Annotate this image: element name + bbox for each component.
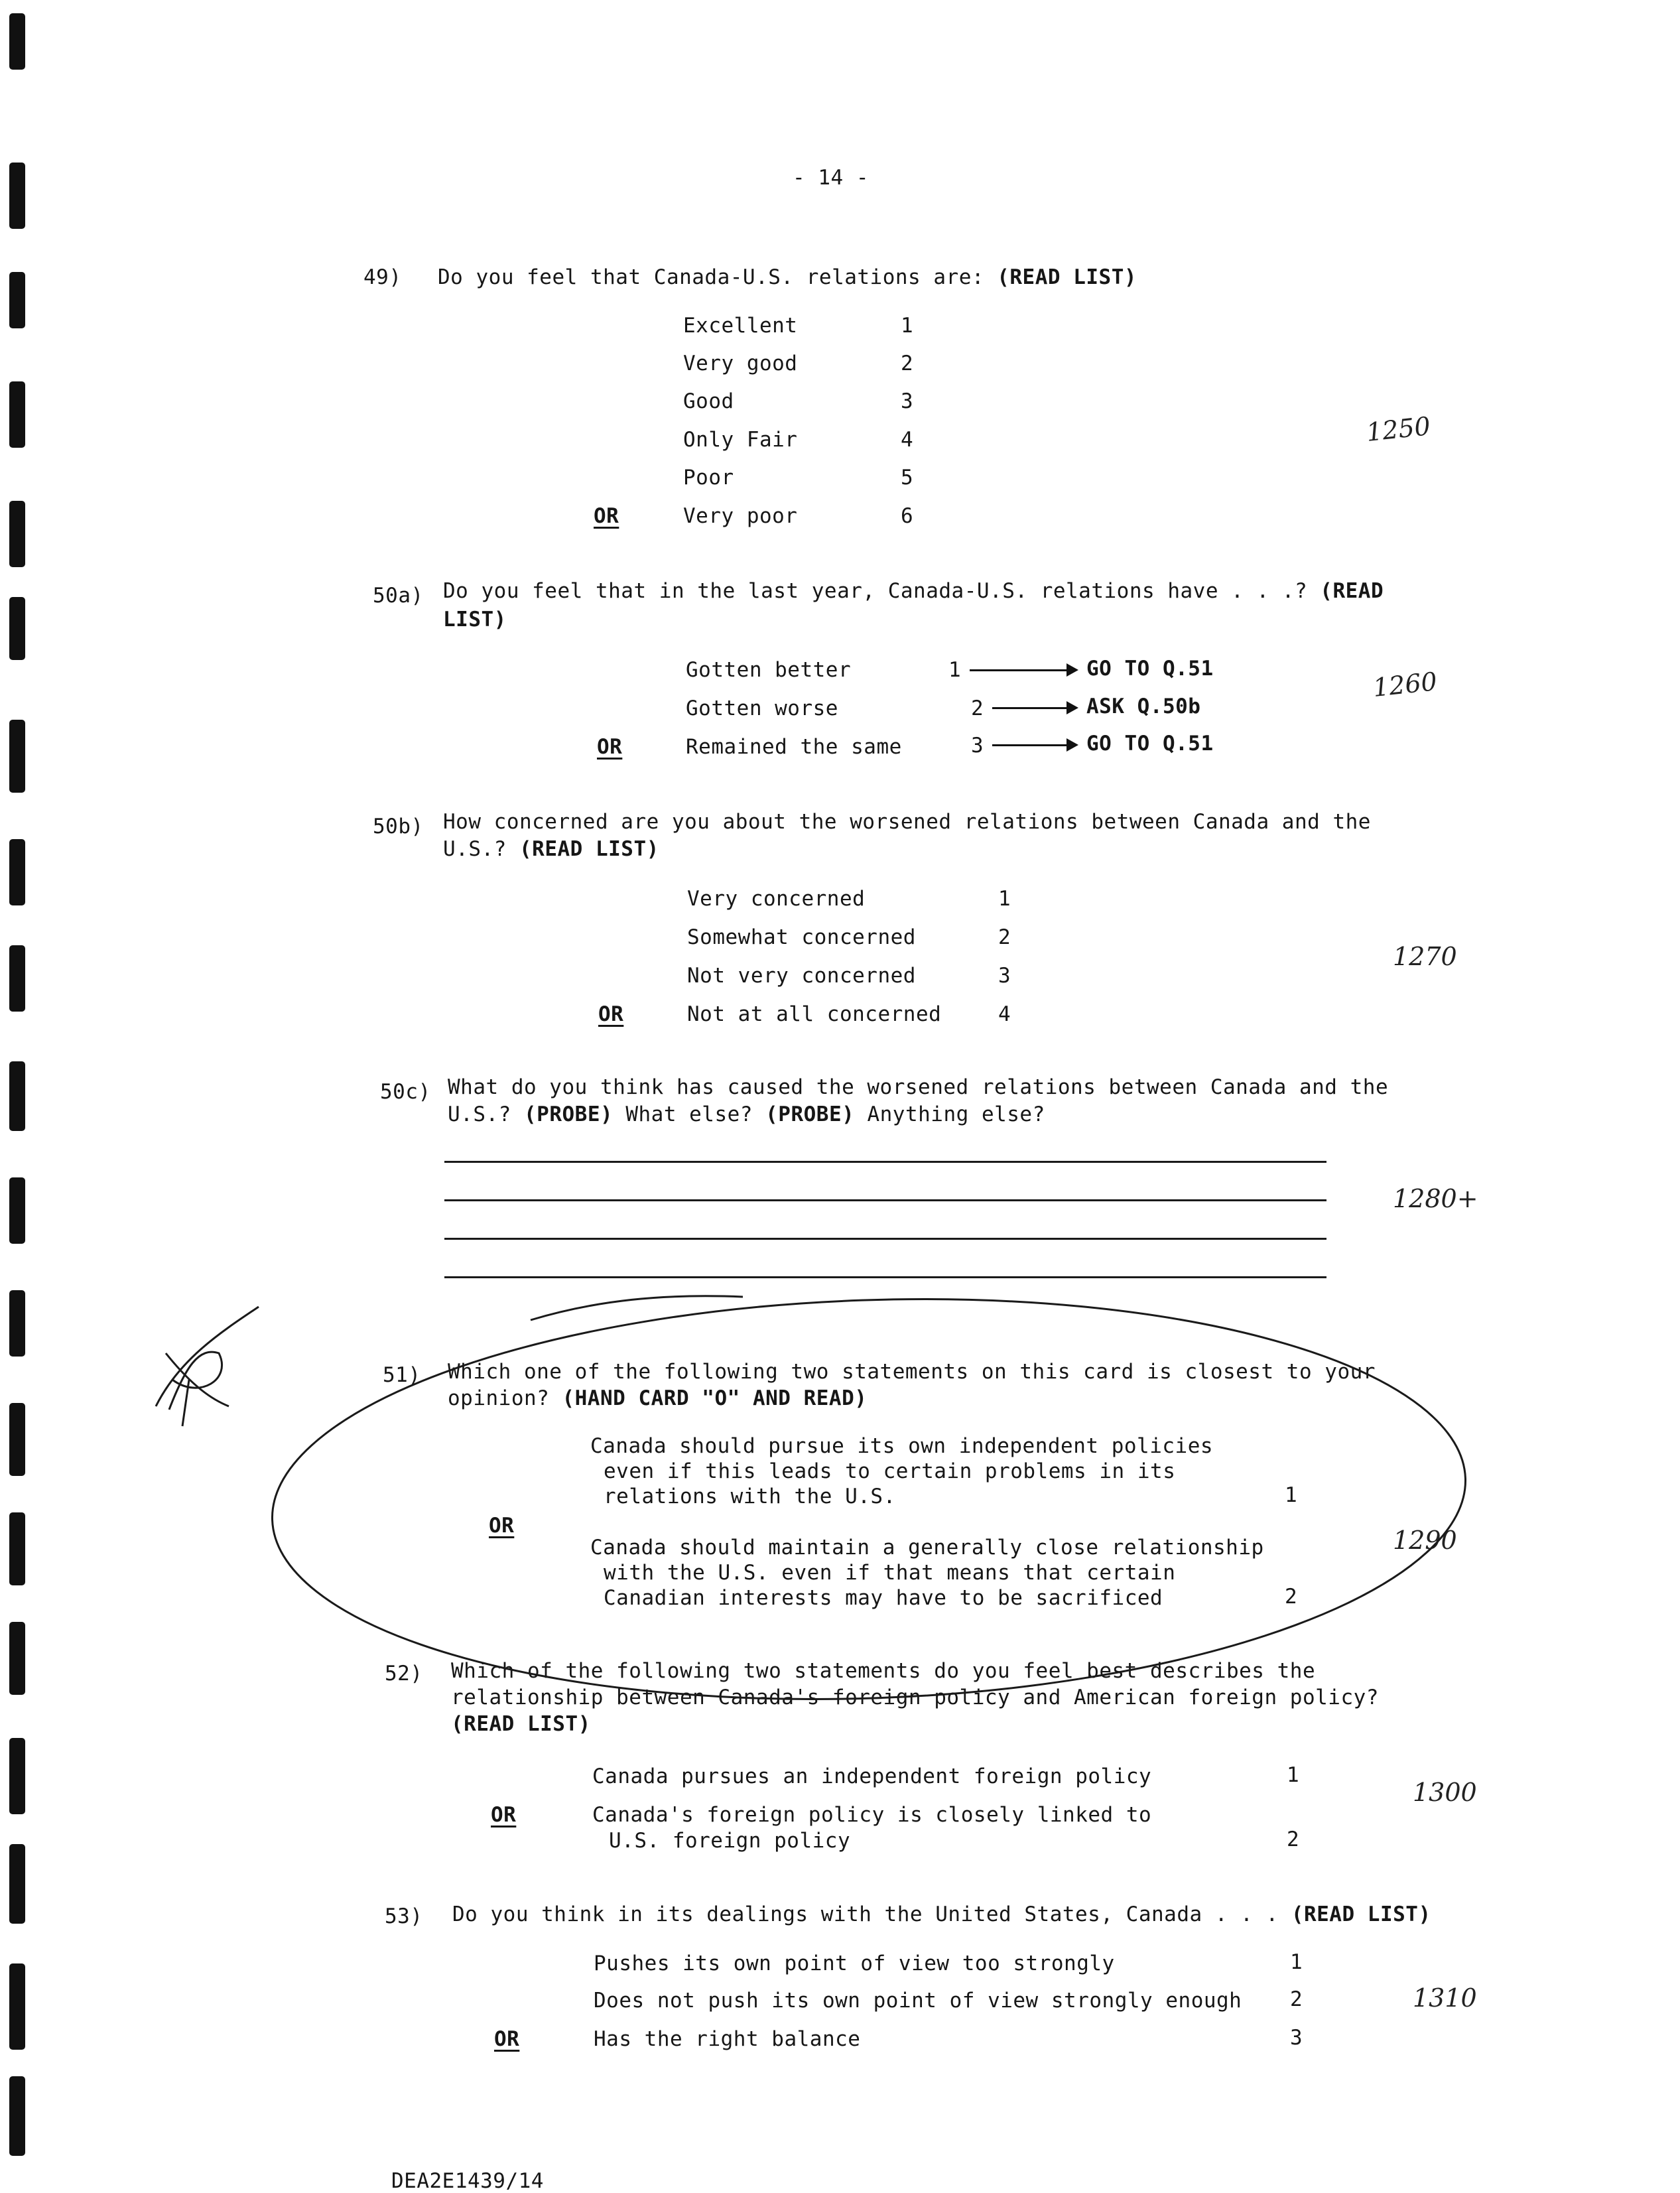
option-code: 1 <box>1285 1483 1298 1507</box>
option-code: 3 <box>901 389 914 413</box>
interviewer-instruction: (READ LIST) <box>519 837 659 861</box>
option-label: Pushes its own point of view too strongly <box>594 1952 1115 1975</box>
option-code: 1 <box>901 314 914 338</box>
option-label: Very poor <box>683 504 798 528</box>
skip-instruction: GO TO Q.51 <box>1086 732 1214 756</box>
option-code: 2 <box>1290 1987 1303 2011</box>
option-label: Only Fair <box>683 428 798 452</box>
statement-text: Canada should maintain a generally close relationship <box>590 1536 1264 1560</box>
option-code: 6 <box>901 504 914 528</box>
interviewer-instruction: LIST) <box>443 608 507 631</box>
or-label: OR <box>598 1002 624 1026</box>
skip-instruction: ASK Q.50b <box>1086 695 1201 718</box>
option-label: Very concerned <box>687 887 866 911</box>
option-code: 4 <box>901 428 914 452</box>
statement-text: Canada should pursue its own independent policies <box>590 1434 1214 1458</box>
handwritten-column-code: 1260 <box>1371 667 1439 702</box>
statement-text: even if this leads to certain problems in its <box>604 1459 1176 1483</box>
document-reference: DEA2E1439/14 <box>391 2169 544 2193</box>
option-label: Somewhat concerned <box>687 925 916 949</box>
option-code: 2 <box>1285 1585 1298 1609</box>
question-number: 52) <box>385 1662 423 1686</box>
or-label: OR <box>489 1514 515 1538</box>
question-number: 53) <box>385 1904 423 1928</box>
option-code: 2 <box>901 352 914 375</box>
interviewer-instruction: (READ LIST) <box>1291 1902 1431 1926</box>
option-code: 2 <box>971 697 984 720</box>
interviewer-instruction: (HAND CARD "O" AND READ) <box>562 1386 868 1410</box>
option-label: Gotten better <box>686 658 852 682</box>
question-text-body: relationship between Canada's foreign policy and American foreign policy? <box>451 1686 1379 1709</box>
option-label: Has the right balance <box>594 2027 861 2051</box>
option-code: 4 <box>998 1002 1011 1026</box>
interviewer-instruction: (READ <box>1320 579 1384 603</box>
probe-question: Anything else? <box>867 1102 1045 1126</box>
option-label: Poor <box>683 466 734 490</box>
question-number: 51) <box>383 1363 421 1387</box>
option-code: 2 <box>998 925 1011 949</box>
option-label: Excellent <box>683 314 798 338</box>
interviewer-instruction: (READ LIST) <box>997 265 1137 289</box>
question-text-body: Which one of the following two statements on this card is closest to your <box>448 1360 1376 1384</box>
option-code: 1 <box>1287 1763 1300 1787</box>
or-label: OR <box>594 504 619 528</box>
question-text-body: U.S.? <box>448 1102 511 1126</box>
option-label: Not very concerned <box>687 964 916 988</box>
option-label: Remained the same <box>686 735 902 759</box>
option-label: Gotten worse <box>686 697 838 720</box>
question-text-body: Do you feel that in the last year, Canada-U.S. relations have . . .? <box>443 579 1308 603</box>
option-code: 3 <box>971 734 984 758</box>
or-label: OR <box>494 2027 520 2051</box>
handwritten-column-code: 1290 <box>1393 1526 1457 1555</box>
or-label: OR <box>491 1803 517 1827</box>
question-number: 49) <box>363 265 402 289</box>
option-label: Does not push its own point of view strongly enough <box>594 1989 1242 2013</box>
option-code: 3 <box>1290 2026 1303 2050</box>
statement-text: U.S. foreign policy <box>609 1829 851 1853</box>
page-number: - 14 - <box>793 166 869 190</box>
or-label: OR <box>597 735 623 759</box>
interviewer-instruction: (PROBE) <box>765 1102 855 1126</box>
question-text-body: U.S.? <box>443 837 507 861</box>
pen-stroke <box>531 1296 743 1320</box>
question-text-body: Do you feel that Canada-U.S. relations are: <box>438 265 985 289</box>
statement-text: with the U.S. even if that means that certain <box>604 1561 1176 1585</box>
interviewer-instruction: (PROBE) <box>524 1102 614 1126</box>
handwritten-column-code: 1270 <box>1393 942 1457 971</box>
pen-circle <box>265 1280 1472 1719</box>
option-code: 1 <box>998 887 1011 911</box>
interviewer-instruction: (READ LIST) <box>451 1712 591 1736</box>
question-number: 50a) <box>373 584 424 608</box>
question-text-body: Which of the following two statements do you feel best describes the <box>451 1659 1316 1683</box>
question-text-body: opinion? <box>448 1386 550 1410</box>
handwritten-column-code: 1310 <box>1413 1983 1477 2013</box>
statement-text: relations with the U.S. <box>604 1485 896 1508</box>
option-code: 1 <box>1290 1950 1303 1974</box>
option-label: Very good <box>683 352 798 375</box>
probe-question: What else? <box>625 1102 753 1126</box>
statement-text: Canada pursues an independent foreign policy <box>592 1764 1152 1788</box>
statement-text: Canadian interests may have to be sacrificed <box>604 1586 1163 1610</box>
option-code: 3 <box>998 964 1011 988</box>
question-number: 50b) <box>373 815 424 838</box>
margin-scribble <box>156 1307 259 1426</box>
handwritten-column-code: 1280+ <box>1393 1184 1478 1213</box>
option-label: Good <box>683 389 734 413</box>
option-code: 1 <box>948 658 962 682</box>
option-code: 2 <box>1287 1828 1300 1851</box>
option-label: Not at all concerned <box>687 1002 942 1026</box>
question-text-body: Do you think in its dealings with the United States, Canada . . . <box>452 1902 1279 1926</box>
skip-instruction: GO TO Q.51 <box>1086 657 1214 681</box>
option-code: 5 <box>901 466 914 490</box>
handwritten-column-code: 1300 <box>1413 1778 1477 1807</box>
question-text-body: What do you think has caused the worsened relations between Canada and the <box>448 1075 1389 1099</box>
statement-text: Canada's foreign policy is closely linked to <box>592 1803 1152 1827</box>
question-number: 50c) <box>380 1080 431 1104</box>
handwritten-column-code: 1250 <box>1364 411 1432 447</box>
question-text-body: How concerned are you about the worsened relations between Canada and the <box>443 810 1371 834</box>
